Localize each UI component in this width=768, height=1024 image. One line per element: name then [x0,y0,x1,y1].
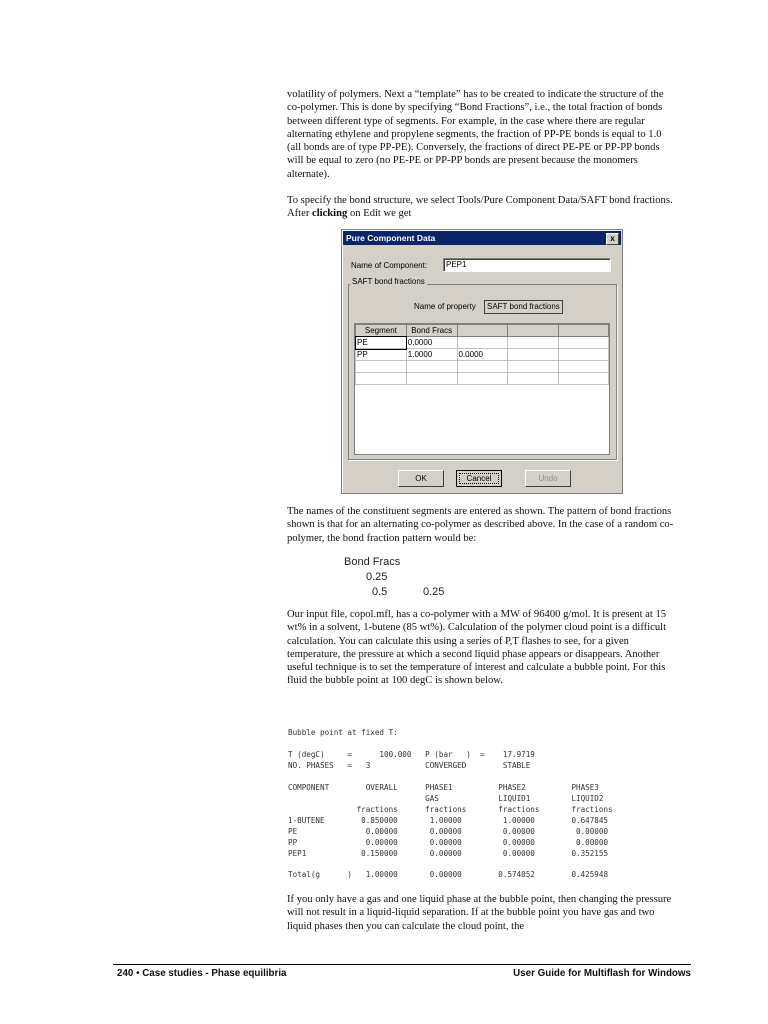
ok-button[interactable]: OK [398,470,444,487]
output-line: 1-BUTENE 0.850000 1.00000 1.00000 0.647845 [288,816,609,825]
paragraph-4: Our input file, copol.mfl, has a co-polymer with a MW of 96400 g/mol. It is present at 15 wt% in a solvent, 1-butene (85 wt%). Calculation of the polymer cloud point is a difficult calculation. You can calculate this using a series of P,T flashes to see, for a given temperature, the pressure at which a second liquid phase appears or disappears. Another useful technique is to set the temperature of interest and calculate a bubble point. For this fluid the bubble point at 100 degC is shown below. [287,609,667,687]
close-icon[interactable]: x [606,233,619,245]
col-header-segment: Segment [356,325,407,337]
paragraph-2 [287,194,677,221]
grid-cell[interactable] [508,349,558,361]
output-line: T (degC) = 100.000 P (bar ) = 17.9719 [288,750,535,759]
paragraph-2-bold: clicking [312,208,348,220]
paragraph-2-a: To specify the bond structure, we select Tools/Pure Component Data/SAFT bond fractions. After [287,195,673,220]
footer-rule [113,964,691,965]
component-name-label: Name of Component: [351,261,428,270]
grid-cell[interactable]: 0.0000 [457,349,508,361]
property-value-box: SAFT bond fractions [484,300,563,314]
output-line: PE 0.00000 0.00000 0.00000 0.00000 [288,827,609,836]
pure-component-dialog [341,229,623,494]
property-label: Name of property [414,302,476,311]
bond-fracs-value: 0.25 [366,571,388,583]
grid-cell[interactable] [558,349,608,361]
grid-cell[interactable] [457,337,508,349]
col-header-bond: Bond Fracs [406,325,457,337]
output-line: GAS LIQUID1 LIQUID2 [288,794,604,803]
output-line: COMPONENT OVERALL PHASE1 PHASE2 PHASE3 [288,783,599,792]
dialog-titlebar [343,231,621,245]
footer-right: User Guide for Multiflash for Windows [513,968,691,979]
cancel-button[interactable]: Cancel [456,470,502,487]
output-title: Bubble point at fixed T: [288,728,398,737]
bond-fraction-grid [354,323,610,455]
saft-group-label: SAFT bond fractions [352,277,425,286]
output-line: PEP1 0.150000 0.00000 0.00000 0.352155 [288,849,609,858]
output-line: PP 0.00000 0.00000 0.00000 0.00000 [288,838,609,847]
paragraph-5: If you only have a gas and one liquid phase at the bubble point, then changing the pressure will not result in a liquid-liquid separation. If at the bubble point you have gas and two liquid phases then you can calculate the cloud point, the [287,894,672,932]
dialog-title: Pure Component Data [346,233,436,243]
footer-left: 240 • Case studies - Phase equilibria [117,968,287,979]
bond-fracs-title: Bond Fracs [344,556,401,568]
grid-cell[interactable] [508,337,558,349]
output-line: fractions fractions fractions fractions [288,805,613,814]
output-line: NO. PHASES = 3 CONVERGED STABLE [288,761,531,770]
paragraph-3: The names of the constituent segments are entered as shown. The pattern of bond fractions shown is that for an alternating co-polymer as described above. In the case of a random co-polymer, the bond fraction pattern would be: [287,506,674,544]
bond-fracs-value: 0.5 [372,586,388,598]
grid-cell[interactable]: PP [356,349,407,361]
grid-cell[interactable] [558,337,608,349]
component-name-input[interactable]: PEP1 [443,258,611,272]
undo-button[interactable]: Undo [525,470,571,487]
grid-cell[interactable]: 1.0000 [406,349,457,361]
paragraph-1: volatility of polymers. Next a “template” has to be created to indicate the structure of the co-polymer. This is done by specifying “Bond Fractions”, i.e., the total fraction of bonds between different type of segments. For example, in the case where there are regular alternating ethylene and propylene segments, the fraction of PP-PE bonds is equal to 1.0 (all bonds are of type PP-PE). Conversely, the fractions of direct PE-PE or PP-PP bonds will be equal to zero (no PE-PE or PP-PP bonds are present because the monomers alternate). [287,89,664,180]
paragraph-2-b: on Edit we get [347,208,412,220]
grid-cell[interactable]: PE [356,337,407,349]
grid-cell[interactable]: 0.0000 [406,337,457,349]
output-line: Total(g ) 1.00000 0.00000 0.574052 0.425948 [288,870,609,879]
bond-fracs-value: 0.25 [423,586,445,598]
